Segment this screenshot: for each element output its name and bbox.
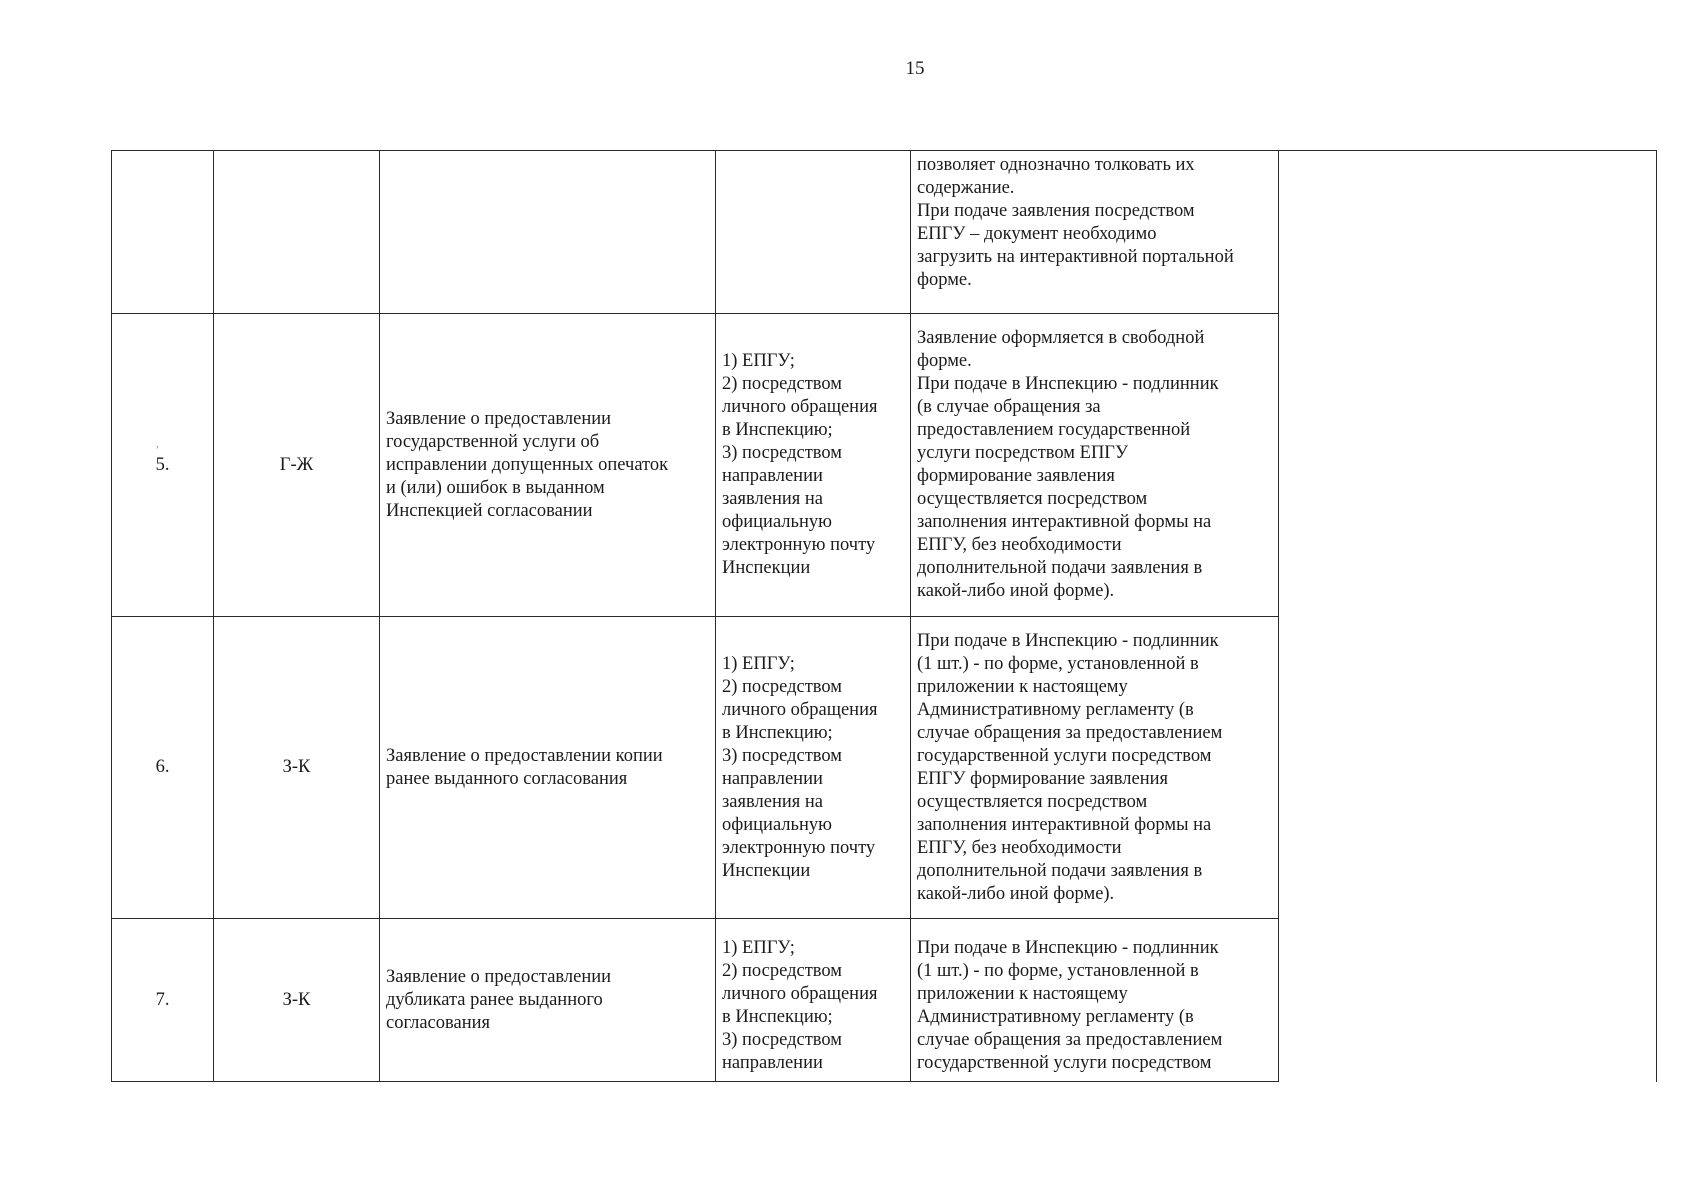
row-number-cell: 5.	[112, 314, 214, 617]
documents-table	[111, 150, 1657, 1082]
extra-column-cell	[1279, 151, 1657, 1082]
submission-method-cell: 1) ЕПГУ; 2) посредством личного обращения в Инспекцию; 3) посредством направлении	[716, 919, 911, 1082]
row-number-cell	[112, 151, 214, 314]
document-name-cell	[380, 151, 716, 314]
row-number-cell: 6.	[112, 617, 214, 919]
row-number-cell: 7.	[112, 919, 214, 1082]
submission-method-cell: 1) ЕПГУ; 2) посредством личного обращения в Инспекцию; 3) посредством направлении заявления на официальную электронную почту Инспекции	[716, 314, 911, 617]
document-name-cell: Заявление о предоставлении дубликата ранее выданного согласования	[380, 919, 716, 1082]
row-code-cell: З-К	[214, 919, 380, 1082]
requirements-cell: При подаче в Инспекцию - подлинник (1 шт.) - по форме, установленной в приложении к настоящему Административному регламенту (в случае обращения за предоставлением государственной услуги посредством ЕПГУ формирование заявления осуществляется посредством заполнения интерактивной формы на ЕПГУ, без необходимости дополнительной подачи заявления в какой-либо иной форме).	[911, 617, 1279, 919]
page-number: 15	[905, 58, 925, 79]
submission-method-cell: 1) ЕПГУ; 2) посредством личного обращения в Инспекцию; 3) посредством направлении заявления на официальную электронную почту Инспекции	[716, 617, 911, 919]
requirements-cell: Заявление оформляется в свободной форме. При подаче в Инспекцию - подлинник (в случае обращения за предоставлением государственной услуги посредством ЕПГУ формирование заявления осуществляется посредством заполнения интерактивной формы на ЕПГУ, без необходимости дополнительной подачи заявления в какой-либо иной форме).	[911, 314, 1279, 617]
document-name-cell: Заявление о предоставлении государственной услуги об исправлении допущенных опечаток и (или) ошибок в выданном Инспекцией согласовании	[380, 314, 716, 617]
row-code-cell	[214, 151, 380, 314]
scan-mark: ,	[156, 438, 159, 450]
requirements-cell: При подаче в Инспекцию - подлинник (1 шт.) - по форме, установленной в приложении к настоящему Административному регламенту (в случае обращения за предоставлением государственной услуги посредством	[911, 919, 1279, 1082]
row-code-cell: Г-Ж	[214, 314, 380, 617]
requirements-cell: позволяет однозначно толковать их содержание. При подаче заявления посредством ЕПГУ – документ необходимо загрузить на интерактивной портальной форме.	[911, 151, 1279, 314]
submission-method-cell	[716, 151, 911, 314]
row-code-cell: З-К	[214, 617, 380, 919]
table-row	[112, 151, 1657, 314]
document-name-cell: Заявление о предоставлении копии ранее выданного согласования	[380, 617, 716, 919]
